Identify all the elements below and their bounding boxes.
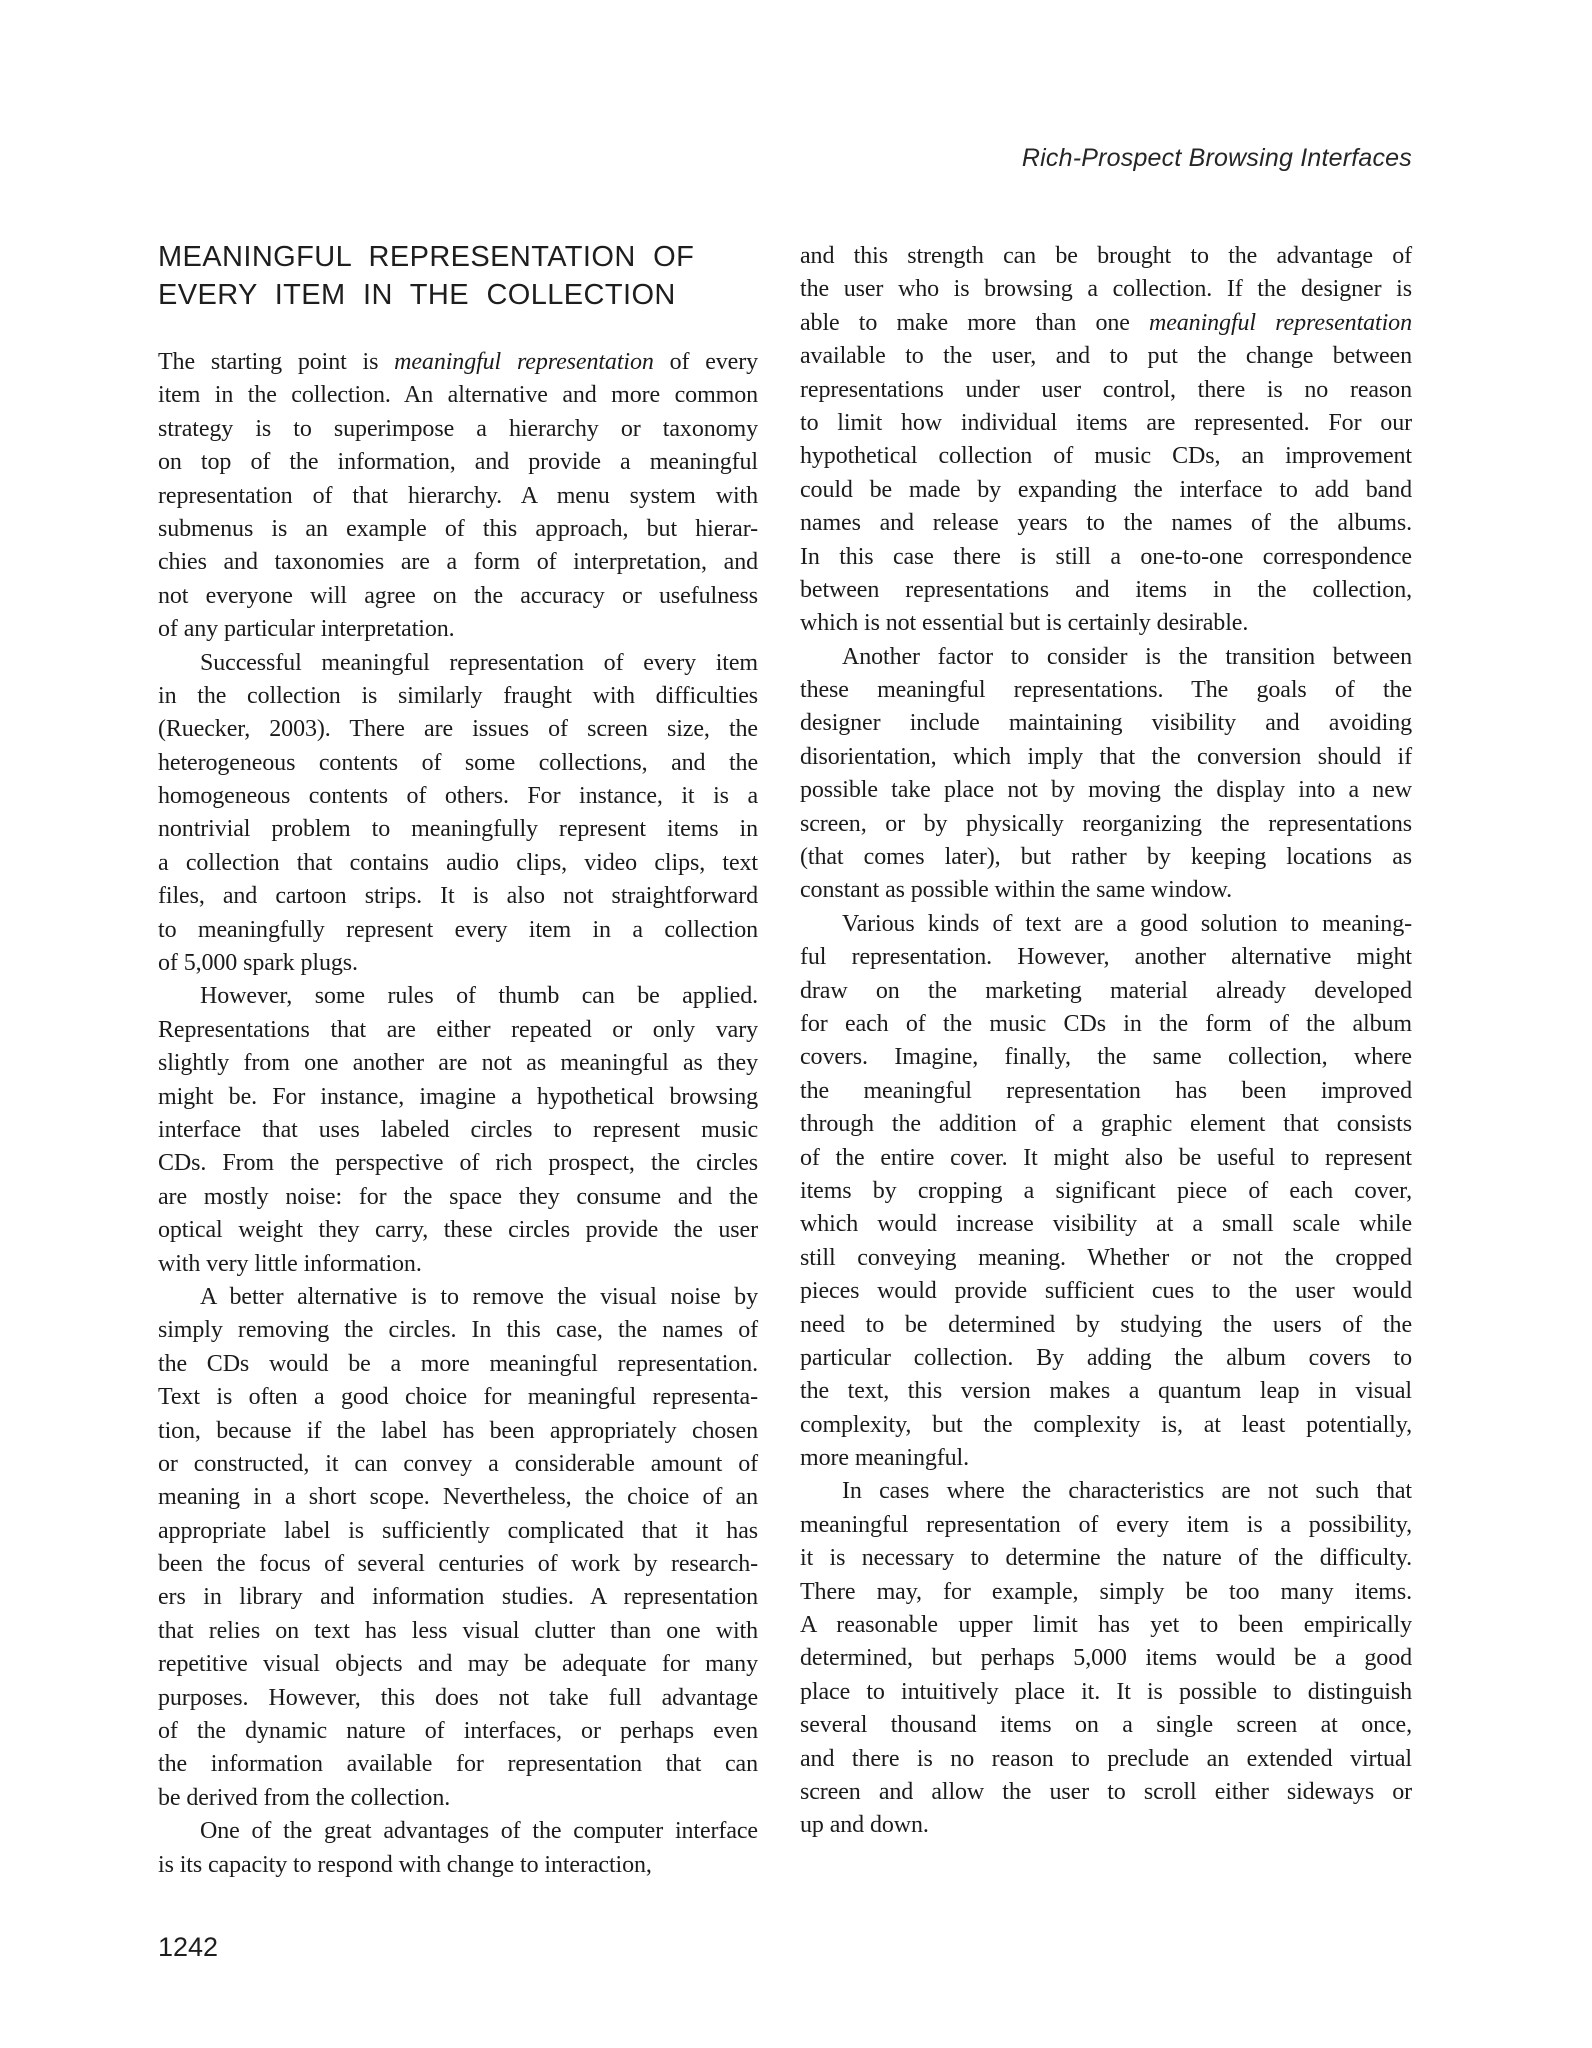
- text-line: purposes. However, this does not take full advantage: [158, 1684, 758, 1711]
- text-line: complexity, but the complexity is, at least potentially,: [800, 1411, 1412, 1438]
- text-line: constant as possible within the same window.: [800, 877, 1232, 904]
- text-line: of 5,000 spark plugs.: [158, 950, 358, 977]
- text-line: (Ruecker, 2003). There are issues of screen size, the: [158, 716, 758, 743]
- text-line: determined, but perhaps 5,000 items would be a good: [800, 1645, 1412, 1672]
- text-line: which is not essential but is certainly desirable.: [800, 610, 1249, 637]
- text-line: more meaningful.: [800, 1445, 970, 1472]
- text-line: meaningful representation of every item is a possibility,: [800, 1511, 1412, 1538]
- text-line: the user who is browsing a collection. If the designer is: [800, 276, 1412, 303]
- text-line: might be. For instance, imagine a hypothetical browsing: [158, 1083, 758, 1110]
- text-line: able to make more than one meaningful representation: [800, 309, 1412, 336]
- text-line: available to the user, and to put the change between: [800, 343, 1412, 370]
- text-line: Representations that are either repeated or only vary: [158, 1016, 758, 1043]
- text-line: Text is often a good choice for meaningful representa-: [158, 1384, 758, 1411]
- text-line: items by cropping a significant piece of each cover,: [800, 1177, 1412, 1204]
- text-line: screen and allow the user to scroll either sideways or: [800, 1778, 1412, 1805]
- text-line: still conveying meaning. Whether or not the cropped: [800, 1244, 1412, 1271]
- text-line: and this strength can be brought to the advantage of: [800, 243, 1412, 269]
- text-line: (that comes later), but rather by keeping locations as: [800, 844, 1412, 871]
- text-line: appropriate label is sufficiently complicated that it has: [158, 1517, 758, 1544]
- text-line: particular collection. By adding the album covers to: [800, 1344, 1412, 1371]
- text-line: up and down.: [800, 1812, 929, 1839]
- text-line: In this case there is still a one-to-one correspondence: [800, 543, 1412, 570]
- italic-phrase: meaningful representation: [1149, 309, 1412, 336]
- text-line: the meaningful representation has been improved: [800, 1077, 1412, 1104]
- text-line: hypothetical collection of music CDs, an improvement: [800, 443, 1412, 470]
- text-line: optical weight they carry, these circles provide the user: [158, 1217, 758, 1244]
- text-line: on top of the information, and provide a meaningful: [158, 449, 758, 476]
- text-line: tion, because if the label has been appropriately chosen: [158, 1417, 758, 1444]
- text-line: There may, for example, simply be too many items.: [800, 1578, 1412, 1605]
- text-line: are mostly noise: for the space they consume and the: [158, 1183, 758, 1210]
- text-line: files, and cartoon strips. It is also not straightforward: [158, 883, 758, 910]
- text-line: several thousand items on a single screen at once,: [800, 1712, 1412, 1739]
- text-line: draw on the marketing material already developed: [800, 977, 1412, 1004]
- text-line: covers. Imagine, finally, the same collection, where: [800, 1044, 1412, 1071]
- text-line: is its capacity to respond with change to interaction,: [158, 1851, 652, 1878]
- text-line: that relies on text has less visual clutter than one with: [158, 1617, 758, 1644]
- text-line: item in the collection. An alternative and more common: [158, 382, 758, 409]
- text-line: it is necessary to determine the nature of the difficulty.: [800, 1545, 1412, 1572]
- text-line: One of the great advantages of the computer interface: [200, 1818, 758, 1845]
- right-text-column: [800, 240, 1412, 1843]
- left-text-column: [158, 346, 758, 1882]
- text-line: slightly from one another are not as meaningful as they: [158, 1050, 758, 1077]
- text-line: the text, this version makes a quantum leap in visual: [800, 1378, 1412, 1405]
- text-line: could be made by expanding the interface to add band: [800, 476, 1412, 503]
- text-line: or constructed, it can convey a considerable amount of: [158, 1450, 758, 1477]
- text-line: representations under user control, there is no reason: [800, 376, 1412, 403]
- italic-phrase: meaningful representation: [394, 349, 654, 375]
- text-line: meaning in a short scope. Nevertheless, the choice of an: [158, 1484, 758, 1511]
- text-line: Various kinds of text are a good solution to meaning-: [842, 910, 1412, 937]
- text-line: designer include maintaining visibility and avoiding: [800, 710, 1412, 737]
- text-line: submenus is an example of this approach, but hierar-: [158, 515, 758, 542]
- text-line: which would increase visibility at a small scale while: [800, 1211, 1412, 1238]
- text-line: The starting point is meaningful representation of every: [158, 349, 758, 375]
- text-line: between representations and items in the collection,: [800, 576, 1412, 603]
- text-line: need to be determined by studying the users of the: [800, 1311, 1412, 1338]
- text-line: the information available for representation that can: [158, 1751, 758, 1778]
- text-line: representation of that hierarchy. A menu system with: [158, 482, 758, 509]
- text-line: CDs. From the perspective of rich prospect, the circles: [158, 1150, 758, 1177]
- text-line: disorientation, which imply that the conversion should if: [800, 743, 1412, 770]
- text-line: repetitive visual objects and may be adequate for many: [158, 1651, 758, 1678]
- text-line: through the addition of a graphic element that consists: [800, 1111, 1412, 1138]
- text-line: been the focus of several centuries of work by research-: [158, 1551, 758, 1578]
- text-line: possible take place not by moving the display into a new: [800, 777, 1412, 804]
- text-line: Another factor to consider is the transition between: [842, 643, 1412, 670]
- text-line: Successful meaningful representation of every item: [200, 649, 758, 676]
- section-heading-line1: MEANINGFUL REPRESENTATION OF: [158, 241, 695, 273]
- text-line: these meaningful representations. The goals of the: [800, 677, 1412, 704]
- text-line: with very little information.: [158, 1250, 422, 1277]
- text-line: of the dynamic nature of interfaces, or perhaps even: [158, 1718, 758, 1745]
- text-line: nontrivial problem to meaningfully represent items in: [158, 816, 758, 843]
- running-header: Rich-Prospect Browsing Interfaces: [1021, 144, 1412, 172]
- text-line: be derived from the collection.: [158, 1784, 451, 1811]
- text-line: for each of the music CDs in the form of the album: [800, 1010, 1412, 1037]
- text-line: to limit how individual items are represented. For our: [800, 409, 1412, 436]
- text-line: screen, or by physically reorganizing the representations: [800, 810, 1412, 837]
- text-line: not everyone will agree on the accuracy or usefulness: [158, 582, 758, 609]
- text-line: a collection that contains audio clips, video clips, text: [158, 849, 758, 876]
- text-line: homogeneous contents of others. For instance, it is a: [158, 783, 758, 810]
- page-number: 1242: [158, 1932, 219, 1962]
- text-line: chies and taxonomies are a form of interpretation, and: [158, 549, 758, 576]
- text-line: of any particular interpretation.: [158, 616, 455, 643]
- text-line: of the entire cover. It might also be useful to represent: [800, 1144, 1412, 1171]
- text-line: to meaningfully represent every item in a collection: [158, 916, 758, 943]
- text-line: A reasonable upper limit has yet to been empirically: [800, 1612, 1412, 1639]
- text-line: in the collection is similarly fraught with difficulties: [158, 682, 758, 709]
- text-line: the CDs would be a more meaningful representation.: [158, 1350, 758, 1377]
- text-line: heterogeneous contents of some collections, and the: [158, 749, 758, 776]
- text-line: ful representation. However, another alternative might: [800, 944, 1412, 971]
- text-line: ers in library and information studies. A representation: [158, 1584, 758, 1611]
- text-line: A better alternative is to remove the visual noise by: [200, 1283, 758, 1310]
- section-heading-line2: EVERY ITEM IN THE COLLECTION: [158, 279, 676, 311]
- text-line: simply removing the circles. In this case, the names of: [158, 1317, 758, 1344]
- text-line: place to intuitively place it. It is possible to distinguish: [800, 1678, 1412, 1705]
- section-heading: [158, 238, 778, 314]
- text-line: strategy is to superimpose a hierarchy or taxonomy: [158, 415, 758, 442]
- text-line: pieces would provide sufficient cues to the user would: [800, 1278, 1412, 1305]
- text-line: and there is no reason to preclude an extended virtual: [800, 1745, 1412, 1772]
- text-line: However, some rules of thumb can be applied.: [200, 983, 758, 1010]
- text-line: names and release years to the names of the albums.: [800, 510, 1412, 537]
- text-line: interface that uses labeled circles to represent music: [158, 1116, 758, 1143]
- text-line: In cases where the characteristics are not such that: [842, 1478, 1412, 1505]
